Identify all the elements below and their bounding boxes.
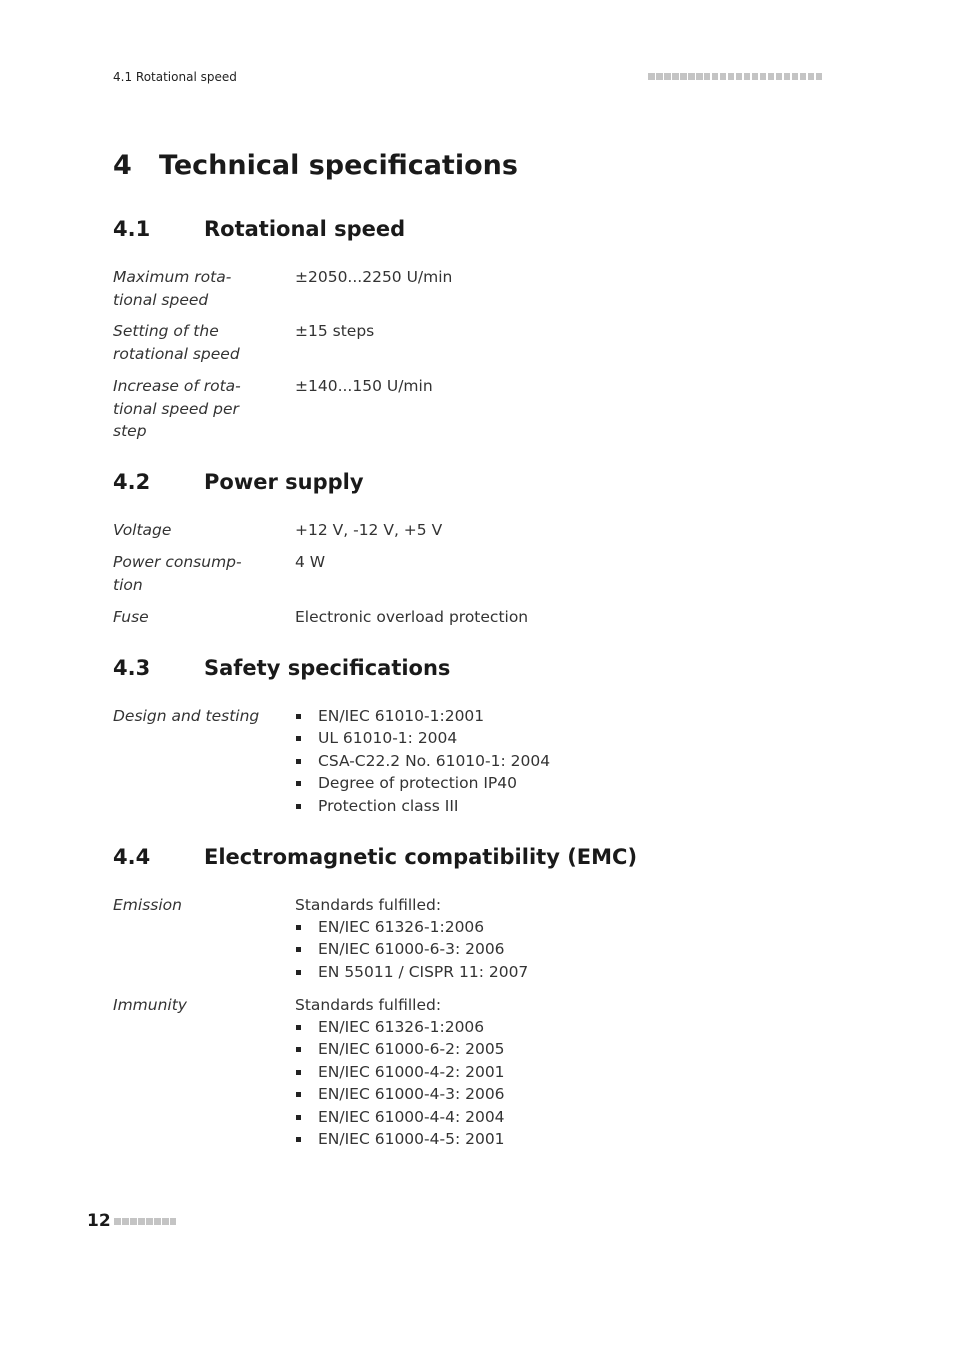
spec-value-power-consumption: 4 W xyxy=(295,553,326,571)
spec-value-max-speed: ±2050...2250 U/min xyxy=(295,268,453,286)
spec-label-immunity: Immunity xyxy=(113,996,187,1014)
footer-decoration xyxy=(114,1218,176,1225)
spec-label-emission: Emission xyxy=(113,896,182,914)
spec-label-max-speed: Maximum rota- tional speed xyxy=(113,268,232,309)
list-item: UL 61010-1: 2004 xyxy=(295,727,550,749)
emission-standards-list xyxy=(295,916,528,983)
list-item: EN/IEC 61010-1:2001 xyxy=(295,705,550,727)
list-item: Degree of protection IP40 xyxy=(295,772,550,794)
list-item: CSA-C22.2 No. 61010-1: 2004 xyxy=(295,750,550,772)
list-item: EN/IEC 61326-1:2006 xyxy=(295,1016,505,1038)
chapter-title xyxy=(113,150,518,181)
list-item: EN/IEC 61000-6-3: 2006 xyxy=(295,938,528,960)
spec-label-speed-setting: Setting of the rotational speed xyxy=(113,322,240,363)
spec-value-speed-setting: ±15 steps xyxy=(295,322,375,340)
list-item: EN 55011 / CISPR 11: 2007 xyxy=(295,961,528,983)
list-item: EN/IEC 61000-4-3: 2006 xyxy=(295,1083,505,1105)
chapter-title-text: Technical specifications xyxy=(159,150,518,181)
section-heading-safety: 4.3 Safety specifications xyxy=(113,656,451,680)
spec-value-speed-increase: ±140...150 U/min xyxy=(295,377,433,395)
list-item: Protection class III xyxy=(295,795,550,817)
spec-label-design-testing: Design and testing xyxy=(113,707,260,725)
emission-intro: Standards fulfilled: xyxy=(295,896,442,914)
spec-label-power-consumption: Power consump- tion xyxy=(113,553,242,594)
immunity-intro: Standards fulfilled: xyxy=(295,996,442,1014)
list-item: EN/IEC 61000-4-5: 2001 xyxy=(295,1128,505,1150)
immunity-standards-list xyxy=(295,1016,505,1150)
safety-standards-list xyxy=(295,705,550,817)
header-decoration xyxy=(648,73,822,80)
list-item: EN/IEC 61326-1:2006 xyxy=(295,916,528,938)
spec-label-voltage: Voltage xyxy=(113,521,172,539)
spec-value-fuse: Electronic overload protection xyxy=(295,608,529,626)
section-heading-power-supply: 4.2 Power supply xyxy=(113,470,364,494)
page-number: 12 xyxy=(87,1211,111,1231)
spec-value-voltage: +12 V, -12 V, +5 V xyxy=(295,521,443,539)
spec-label-fuse: Fuse xyxy=(113,608,149,626)
list-item: EN/IEC 61000-4-2: 2001 xyxy=(295,1061,505,1083)
running-header: 4.1 Rotational speed xyxy=(113,70,237,84)
list-item: EN/IEC 61000-6-2: 2005 xyxy=(295,1038,505,1060)
list-item: EN/IEC 61000-4-4: 2004 xyxy=(295,1106,505,1128)
chapter-number: 4 xyxy=(113,150,132,181)
section-heading-emc: 4.4 Electromagnetic compatibility (EMC) xyxy=(113,845,638,869)
spec-label-speed-increase: Increase of rota- tional speed per step xyxy=(113,377,241,440)
section-heading-rotational-speed: 4.1 Rotational speed xyxy=(113,217,406,241)
